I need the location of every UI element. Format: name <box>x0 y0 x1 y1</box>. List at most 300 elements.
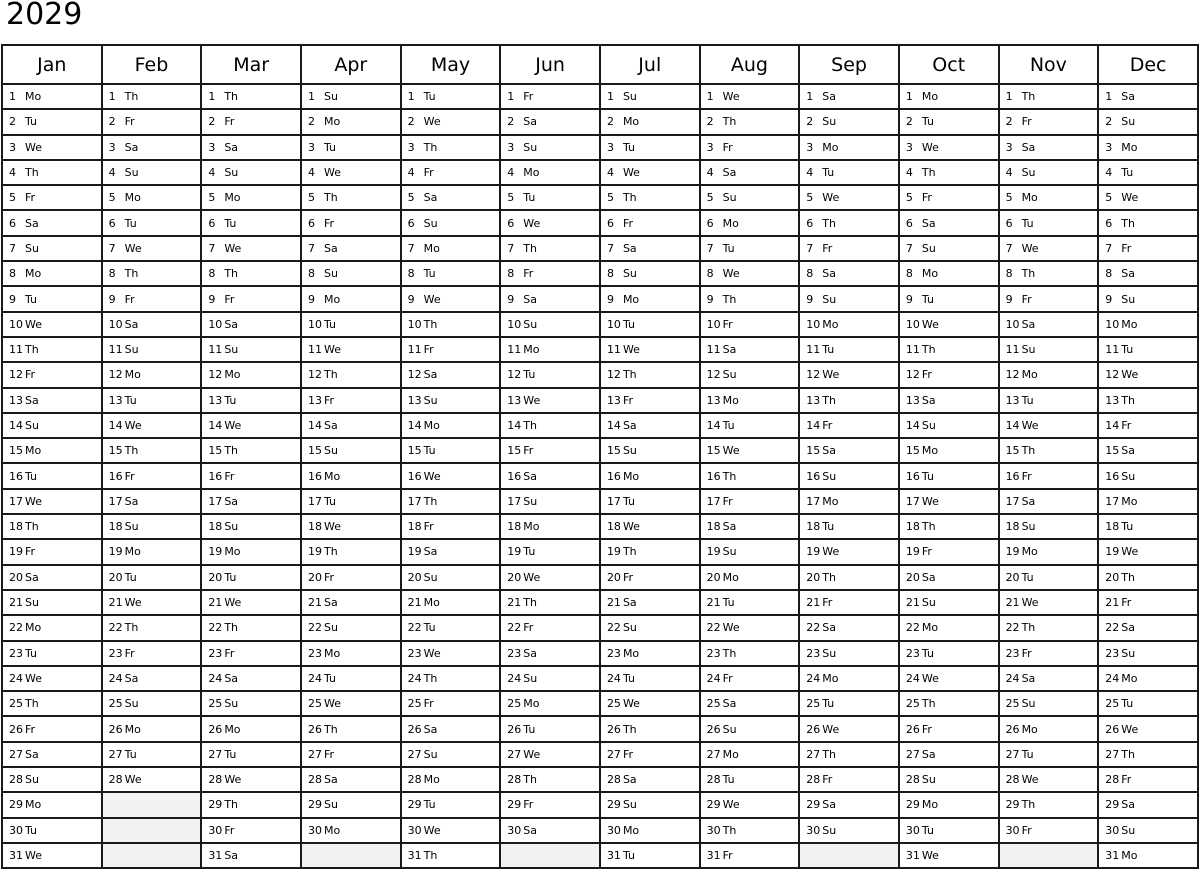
day-cell <box>600 792 700 817</box>
weekday-label: Fr <box>622 747 633 761</box>
day-cell <box>401 185 501 210</box>
day-row <box>2 286 1198 311</box>
weekday-label: Tu <box>722 596 735 610</box>
weekday-label: Fr <box>523 621 534 635</box>
weekday-label: Th <box>224 444 239 458</box>
weekday-label: We <box>523 747 541 761</box>
day-row <box>2 84 1198 109</box>
day-number: 30 <box>1105 823 1120 837</box>
day-cell <box>600 362 700 387</box>
day-cell <box>999 463 1099 488</box>
day-number: 26 <box>1105 722 1120 736</box>
day-number: 11 <box>407 343 422 357</box>
day-number: 8 <box>108 267 116 281</box>
day-cell <box>201 615 301 640</box>
weekday-label: Tu <box>921 646 934 660</box>
day-number: 9 <box>1105 292 1113 306</box>
weekday-label: Th <box>423 494 438 508</box>
day-number: 12 <box>1005 368 1020 382</box>
day-number: 18 <box>905 520 920 534</box>
weekday-label: Su <box>1121 115 1136 129</box>
day-number: 4 <box>606 166 614 180</box>
day-number: 22 <box>108 621 123 635</box>
weekday-label: Su <box>1121 292 1136 306</box>
day-cell <box>201 160 301 185</box>
weekday-label: Su <box>224 166 239 180</box>
day-number: 14 <box>1005 419 1020 432</box>
day-number: 4 <box>507 166 515 180</box>
weekday-label: Mo <box>25 267 42 281</box>
weekday-label: Tu <box>921 115 934 129</box>
day-cell <box>899 767 999 792</box>
day-cell <box>201 362 301 387</box>
weekday-label: Mo <box>25 798 42 812</box>
day-number: 10 <box>307 317 322 331</box>
day-cell <box>1098 109 1198 134</box>
weekday-label: Fr <box>1121 419 1132 432</box>
day-number: 6 <box>407 216 415 230</box>
day-number: 21 <box>606 596 621 610</box>
day-number: 5 <box>208 191 216 205</box>
weekday-label: Tu <box>1021 216 1034 230</box>
day-number: 3 <box>108 140 116 154</box>
day-number: 27 <box>407 747 422 761</box>
day-cell <box>301 565 401 590</box>
year-calendar <box>1 44 1199 869</box>
weekday-label: Mo <box>921 798 939 812</box>
day-cell <box>2 463 102 488</box>
day-cell <box>500 514 600 539</box>
day-cell <box>102 742 202 767</box>
day-number: 30 <box>507 823 522 837</box>
day-number: 2 <box>507 115 515 129</box>
day-cell <box>600 210 700 235</box>
day-number: 4 <box>806 166 814 180</box>
day-number: 11 <box>806 343 821 357</box>
weekday-label: Tu <box>523 191 536 205</box>
weekday-label: We <box>124 773 142 787</box>
weekday-label: Mo <box>323 115 341 129</box>
day-cell <box>102 261 202 286</box>
day-number: 31 <box>606 849 621 863</box>
day-number: 24 <box>905 671 920 685</box>
day-cell <box>1098 691 1198 716</box>
weekday-label: Mo <box>921 621 939 635</box>
weekday-label: Tu <box>25 823 38 837</box>
day-cell <box>301 362 401 387</box>
day-number: 17 <box>108 494 123 508</box>
weekday-label: Tu <box>25 469 38 483</box>
day-number: 18 <box>9 520 23 534</box>
day-number: 19 <box>208 545 223 559</box>
day-number: 22 <box>806 621 821 635</box>
weekday-label: We <box>1021 419 1039 432</box>
weekday-label: Th <box>323 722 338 736</box>
day-cell <box>102 565 202 590</box>
calendar-body <box>2 84 1198 868</box>
weekday-label: Tu <box>423 267 436 281</box>
day-cell <box>102 539 202 564</box>
day-cell <box>999 261 1099 286</box>
day-cell <box>600 463 700 488</box>
day-number: 7 <box>706 241 714 255</box>
day-number: 28 <box>407 773 422 787</box>
empty-day-cell <box>102 818 202 843</box>
day-cell <box>301 286 401 311</box>
day-cell <box>899 286 999 311</box>
weekday-label: We <box>921 849 939 863</box>
day-number: 5 <box>806 191 814 205</box>
day-cell <box>899 388 999 413</box>
weekday-label: Su <box>523 140 538 154</box>
day-number: 22 <box>307 621 322 635</box>
day-cell <box>2 438 102 463</box>
weekday-label: Tu <box>124 393 137 407</box>
day-number: 11 <box>507 343 522 357</box>
day-number: 16 <box>1005 469 1020 483</box>
day-cell <box>2 742 102 767</box>
weekday-label: Sa <box>224 140 239 154</box>
day-cell <box>999 286 1099 311</box>
day-cell <box>999 413 1099 438</box>
day-cell <box>999 388 1099 413</box>
weekday-label: We <box>921 671 939 685</box>
day-number: 27 <box>1005 747 1020 761</box>
day-cell <box>2 590 102 615</box>
weekday-label: Su <box>323 444 338 458</box>
day-number: 2 <box>806 115 814 129</box>
weekday-label: We <box>124 241 142 255</box>
weekday-label: Fr <box>622 570 633 584</box>
day-cell <box>999 641 1099 666</box>
day-cell <box>102 413 202 438</box>
weekday-label: Th <box>224 798 239 812</box>
month-header-oct: Oct <box>899 45 999 84</box>
weekday-label: Tu <box>25 115 38 129</box>
day-cell <box>1098 792 1198 817</box>
day-cell <box>102 312 202 337</box>
weekday-label: Su <box>921 241 936 255</box>
day-cell <box>500 135 600 160</box>
day-number: 14 <box>208 419 223 432</box>
weekday-label: Sa <box>423 191 438 205</box>
day-cell <box>401 539 501 564</box>
weekday-label: We <box>1021 773 1039 787</box>
weekday-label: Sa <box>25 747 39 761</box>
day-cell <box>1098 716 1198 741</box>
day-cell <box>201 236 301 261</box>
day-number: 9 <box>9 292 16 306</box>
day-cell <box>2 514 102 539</box>
day-cell <box>2 539 102 564</box>
weekday-label: Fr <box>224 292 235 306</box>
day-number: 15 <box>905 444 920 458</box>
day-cell <box>401 691 501 716</box>
weekday-label: Mo <box>323 469 341 483</box>
day-cell <box>899 135 999 160</box>
weekday-label: We <box>323 697 341 711</box>
day-number: 20 <box>1105 570 1120 584</box>
weekday-label: Su <box>1121 823 1136 837</box>
day-cell <box>799 489 899 514</box>
weekday-label: Th <box>722 646 737 660</box>
day-number: 12 <box>307 368 322 382</box>
day-number: 18 <box>407 520 422 534</box>
weekday-label: Sa <box>1121 267 1135 281</box>
day-number: 22 <box>9 621 23 635</box>
weekday-label: Fr <box>124 646 135 660</box>
day-number: 26 <box>108 722 123 736</box>
day-number: 6 <box>9 216 16 230</box>
day-number: 30 <box>706 823 721 837</box>
day-number: 6 <box>1105 216 1113 230</box>
day-number: 21 <box>706 596 721 610</box>
day-cell <box>301 236 401 261</box>
weekday-label: We <box>25 671 42 685</box>
day-number: 15 <box>407 444 422 458</box>
day-cell <box>999 818 1099 843</box>
weekday-label: Sa <box>523 292 538 306</box>
weekday-label: Mo <box>124 545 141 559</box>
day-number: 31 <box>208 849 223 863</box>
day-cell <box>899 109 999 134</box>
day-number: 1 <box>1105 90 1113 104</box>
weekday-label: Fr <box>722 494 733 508</box>
day-cell <box>301 337 401 362</box>
day-cell <box>700 590 800 615</box>
day-number: 13 <box>407 393 422 407</box>
day-cell <box>899 463 999 488</box>
weekday-label: Tu <box>822 697 835 711</box>
day-number: 20 <box>208 570 223 584</box>
day-cell <box>799 337 899 362</box>
day-cell <box>201 742 301 767</box>
day-number: 16 <box>706 469 721 483</box>
day-cell <box>2 261 102 286</box>
day-number: 28 <box>108 773 123 787</box>
day-number: 9 <box>108 292 116 306</box>
weekday-label: We <box>822 722 840 736</box>
day-cell <box>102 615 202 640</box>
day-number: 20 <box>806 570 821 584</box>
empty-day-cell <box>999 843 1099 868</box>
weekday-label: Th <box>224 267 239 281</box>
day-number: 17 <box>1105 494 1120 508</box>
day-cell <box>899 742 999 767</box>
day-number: 26 <box>507 722 522 736</box>
day-number: 28 <box>606 773 621 787</box>
day-cell <box>401 388 501 413</box>
day-cell <box>999 716 1099 741</box>
weekday-label: Tu <box>1021 393 1034 407</box>
day-cell <box>600 641 700 666</box>
day-cell <box>700 438 800 463</box>
weekday-label: We <box>224 773 242 787</box>
day-number: 11 <box>1105 343 1120 357</box>
day-number: 7 <box>606 241 614 255</box>
day-number: 4 <box>9 166 16 180</box>
day-cell <box>2 818 102 843</box>
day-cell <box>500 818 600 843</box>
day-number: 13 <box>606 393 621 407</box>
day-number: 15 <box>307 444 322 458</box>
day-cell <box>201 84 301 109</box>
weekday-label: Fr <box>1021 823 1032 837</box>
day-cell <box>2 641 102 666</box>
weekday-label: Fr <box>25 722 36 736</box>
weekday-label: Tu <box>224 570 237 584</box>
weekday-label: Fr <box>25 191 36 205</box>
day-cell <box>899 312 999 337</box>
day-cell <box>201 185 301 210</box>
weekday-label: Sa <box>722 697 737 711</box>
day-cell <box>999 666 1099 691</box>
day-cell <box>700 413 800 438</box>
day-cell <box>102 286 202 311</box>
day-cell <box>799 438 899 463</box>
day-row <box>2 185 1198 210</box>
day-number: 30 <box>208 823 223 837</box>
day-cell <box>899 413 999 438</box>
day-number: 26 <box>706 722 721 736</box>
weekday-label: Mo <box>323 646 341 660</box>
day-number: 20 <box>1005 570 1020 584</box>
day-number: 24 <box>208 671 223 685</box>
weekday-label: Tu <box>1121 697 1134 711</box>
day-cell <box>700 388 800 413</box>
day-cell <box>201 312 301 337</box>
weekday-label: Sa <box>523 646 538 660</box>
day-number: 25 <box>407 697 422 711</box>
day-cell <box>301 388 401 413</box>
weekday-label: Tu <box>124 747 137 761</box>
day-number: 15 <box>108 444 123 458</box>
day-cell <box>899 261 999 286</box>
day-number: 30 <box>307 823 322 837</box>
day-cell <box>2 185 102 210</box>
day-row <box>2 818 1198 843</box>
day-number: 24 <box>606 671 621 685</box>
weekday-label: We <box>25 849 42 863</box>
month-header-jan: Jan <box>2 45 102 84</box>
day-cell <box>500 413 600 438</box>
day-number: 12 <box>905 368 920 382</box>
day-cell <box>401 792 501 817</box>
weekday-label: Su <box>921 596 936 610</box>
weekday-label: Fr <box>622 393 633 407</box>
day-number: 28 <box>905 773 920 787</box>
weekday-label: Mo <box>25 444 42 458</box>
day-cell <box>700 135 800 160</box>
weekday-label: Sa <box>323 241 338 255</box>
day-number: 22 <box>407 621 422 635</box>
day-cell <box>102 362 202 387</box>
weekday-label: Sa <box>224 849 239 863</box>
day-cell <box>1098 388 1198 413</box>
weekday-label: Mo <box>224 545 241 559</box>
day-number: 16 <box>407 469 422 483</box>
weekday-label: Th <box>124 90 139 104</box>
day-number: 20 <box>9 570 23 584</box>
day-number: 29 <box>1105 798 1120 812</box>
day-number: 27 <box>1105 747 1120 761</box>
day-number: 3 <box>806 140 814 154</box>
weekday-label: Tu <box>124 216 137 230</box>
weekday-label: Su <box>224 520 239 534</box>
day-cell <box>401 666 501 691</box>
weekday-label: Th <box>722 823 737 837</box>
day-cell <box>700 362 800 387</box>
day-cell <box>201 691 301 716</box>
day-number: 8 <box>706 267 714 281</box>
day-number: 23 <box>307 646 322 660</box>
day-number: 15 <box>507 444 522 458</box>
day-number: 31 <box>9 849 23 863</box>
weekday-label: Mo <box>822 494 839 508</box>
day-cell <box>600 691 700 716</box>
day-cell <box>2 843 102 868</box>
day-number: 25 <box>706 697 721 711</box>
day-row <box>2 666 1198 691</box>
weekday-label: Tu <box>224 216 237 230</box>
day-number: 2 <box>706 115 714 129</box>
day-cell <box>999 590 1099 615</box>
day-cell <box>999 84 1099 109</box>
day-cell <box>102 388 202 413</box>
weekday-label: Su <box>25 773 39 787</box>
month-header-jun: Jun <box>500 45 600 84</box>
weekday-label: We <box>25 317 42 331</box>
day-cell <box>301 716 401 741</box>
day-number: 5 <box>108 191 116 205</box>
day-number: 29 <box>706 798 721 812</box>
day-row <box>2 590 1198 615</box>
weekday-label: Mo <box>822 140 839 154</box>
weekday-label: Tu <box>523 368 536 382</box>
day-number: 20 <box>407 570 422 584</box>
day-cell <box>799 388 899 413</box>
day-cell <box>500 641 600 666</box>
weekday-label: Th <box>423 317 438 331</box>
day-cell <box>500 84 600 109</box>
day-number: 25 <box>1105 697 1120 711</box>
day-number: 16 <box>208 469 223 483</box>
day-number: 1 <box>706 90 714 104</box>
day-cell <box>301 489 401 514</box>
day-cell <box>600 565 700 590</box>
weekday-label: Mo <box>423 241 440 255</box>
day-row <box>2 843 1198 868</box>
day-cell <box>401 742 501 767</box>
day-number: 14 <box>606 419 621 432</box>
day-number: 18 <box>606 520 621 534</box>
day-number: 28 <box>208 773 223 787</box>
day-number: 22 <box>1005 621 1020 635</box>
day-cell <box>1098 615 1198 640</box>
weekday-label: Su <box>25 241 39 255</box>
weekday-label: Th <box>423 140 438 154</box>
day-number: 3 <box>606 140 614 154</box>
day-cell <box>799 236 899 261</box>
day-number: 4 <box>706 166 714 180</box>
weekday-label: Su <box>622 267 637 281</box>
day-number: 1 <box>806 90 814 104</box>
day-cell <box>899 210 999 235</box>
day-number: 6 <box>806 216 814 230</box>
day-cell <box>1098 210 1198 235</box>
day-cell <box>700 716 800 741</box>
day-cell <box>1098 160 1198 185</box>
